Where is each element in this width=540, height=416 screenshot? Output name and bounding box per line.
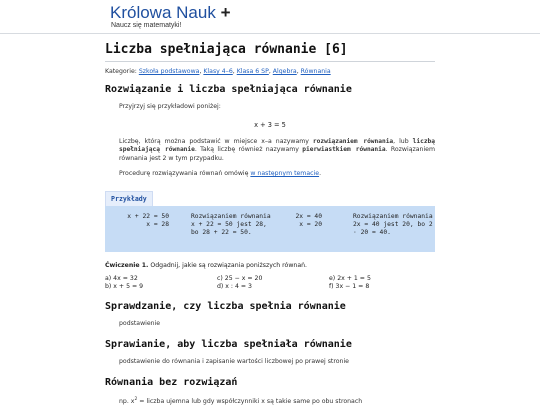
site-header bbox=[0, 0, 540, 34]
exercise-item: b) x + 5 = 9 bbox=[105, 283, 144, 291]
equation: x + 3 = 5 bbox=[254, 120, 286, 129]
section-heading: Rozwiązanie i liczba spełniająca równanie bbox=[105, 84, 352, 95]
site-tagline: Naucz się matematyki! bbox=[111, 22, 182, 29]
category-link[interactable]: Klasa 6 SP bbox=[236, 68, 269, 75]
text: np. x bbox=[119, 397, 135, 405]
exercise-items bbox=[105, 275, 435, 291]
example-label: Przykłady bbox=[105, 191, 153, 206]
equation-line: x = 28 bbox=[146, 220, 169, 228]
exercise-item: f) 3x − 1 = 8 bbox=[329, 283, 370, 291]
title-divider bbox=[105, 61, 435, 62]
section-heading: Sprawdzanie, czy liczba spełnia równanie bbox=[105, 301, 346, 313]
next-topic-link[interactable]: w następnym temacie bbox=[250, 170, 320, 178]
exercise-title: Ćwiczenie 1. bbox=[105, 261, 149, 269]
example-box bbox=[105, 186, 435, 252]
section-making bbox=[105, 339, 435, 367]
site-logo[interactable] bbox=[110, 3, 231, 23]
section-text: podstawienie do równania i zapisanie wartości liczbowej po prawej stronie bbox=[119, 357, 349, 365]
text: . Rozwiązaniem równania jest 2 w tym przypadku. bbox=[119, 146, 435, 162]
category-link[interactable]: Równania bbox=[300, 68, 331, 75]
text: , lub bbox=[393, 137, 409, 145]
section-no-solutions bbox=[105, 377, 435, 407]
example-equation-right bbox=[283, 213, 322, 229]
equation-line: x = 20 bbox=[299, 220, 322, 228]
logo-plus[interactable]: + bbox=[220, 3, 231, 22]
section-heading: Równania bez rozwiązań bbox=[105, 376, 238, 388]
example-solution-left: Rozwiązaniem równania x + 22 = 50 jest 28, bo 28 + 22 = 50. bbox=[191, 212, 271, 236]
text: . bbox=[319, 170, 322, 178]
categories-label: Kategorie: bbox=[105, 68, 137, 75]
exercise-prompt bbox=[105, 262, 435, 269]
header-divider bbox=[0, 33, 540, 34]
next-topic-paragraph bbox=[105, 170, 435, 179]
equation-line: x + 22 = 50 bbox=[127, 212, 169, 220]
category-link[interactable]: Algebra bbox=[272, 68, 297, 75]
section-checking bbox=[105, 301, 435, 329]
exercise-item: a) 4x = 32 bbox=[105, 274, 138, 282]
example-content bbox=[105, 206, 435, 252]
exercise-item: d) x : 4 = 3 bbox=[217, 283, 252, 291]
logo-text[interactable]: Królowa Nauk bbox=[110, 3, 216, 22]
category-link[interactable]: Szkoła podstawowa bbox=[138, 68, 200, 75]
keyword: liczbą spełniającą równanie bbox=[119, 137, 435, 154]
article bbox=[105, 40, 435, 416]
text: = liczba ujemna lub gdy współczynniki x są takie same po obu stronach bbox=[137, 397, 363, 405]
category-link[interactable]: Klasy 4–6 bbox=[203, 68, 233, 75]
keyword: rozwiązaniem równania bbox=[312, 137, 394, 145]
definition-paragraph bbox=[105, 138, 435, 164]
text: Procedurę rozwiązywania równań omówię bbox=[119, 170, 249, 178]
page-title: Liczba spełniająca równanie [6] bbox=[105, 42, 348, 57]
exercise-item: e) 2x + 1 = 5 bbox=[329, 274, 371, 282]
text: . Taką liczbę również nazywamy bbox=[194, 146, 299, 154]
text: Odgadnij, jakie są rozwiązania poniższych równań. bbox=[148, 261, 307, 269]
exercise-item: c) 25 − x = 20 bbox=[217, 274, 263, 282]
superscript: 2 bbox=[134, 396, 138, 402]
text: Liczbę, którą można podstawić w miejsce x–a nazywamy bbox=[119, 137, 309, 145]
categories: Kategorie: Szkoła podstawowa, Klasy 4–6, Klasa 6 SP, Algebra, Równania bbox=[105, 68, 331, 75]
intro-text: Przyjrzyj się przykładowi poniżej: bbox=[119, 103, 221, 110]
equation-line: 2x = 40 bbox=[295, 212, 322, 220]
section-heading: Sprawianie, aby liczba spełniała równanie bbox=[105, 338, 352, 350]
keyword: pierwiastkiem równania bbox=[302, 146, 386, 154]
example-solution-right: Rozwiązaniem równania 2x = 40 jest 20, bo 2 · 20 = 40. bbox=[353, 212, 433, 236]
example-equation-left bbox=[119, 213, 169, 229]
section-text: podstawienie bbox=[119, 320, 161, 328]
